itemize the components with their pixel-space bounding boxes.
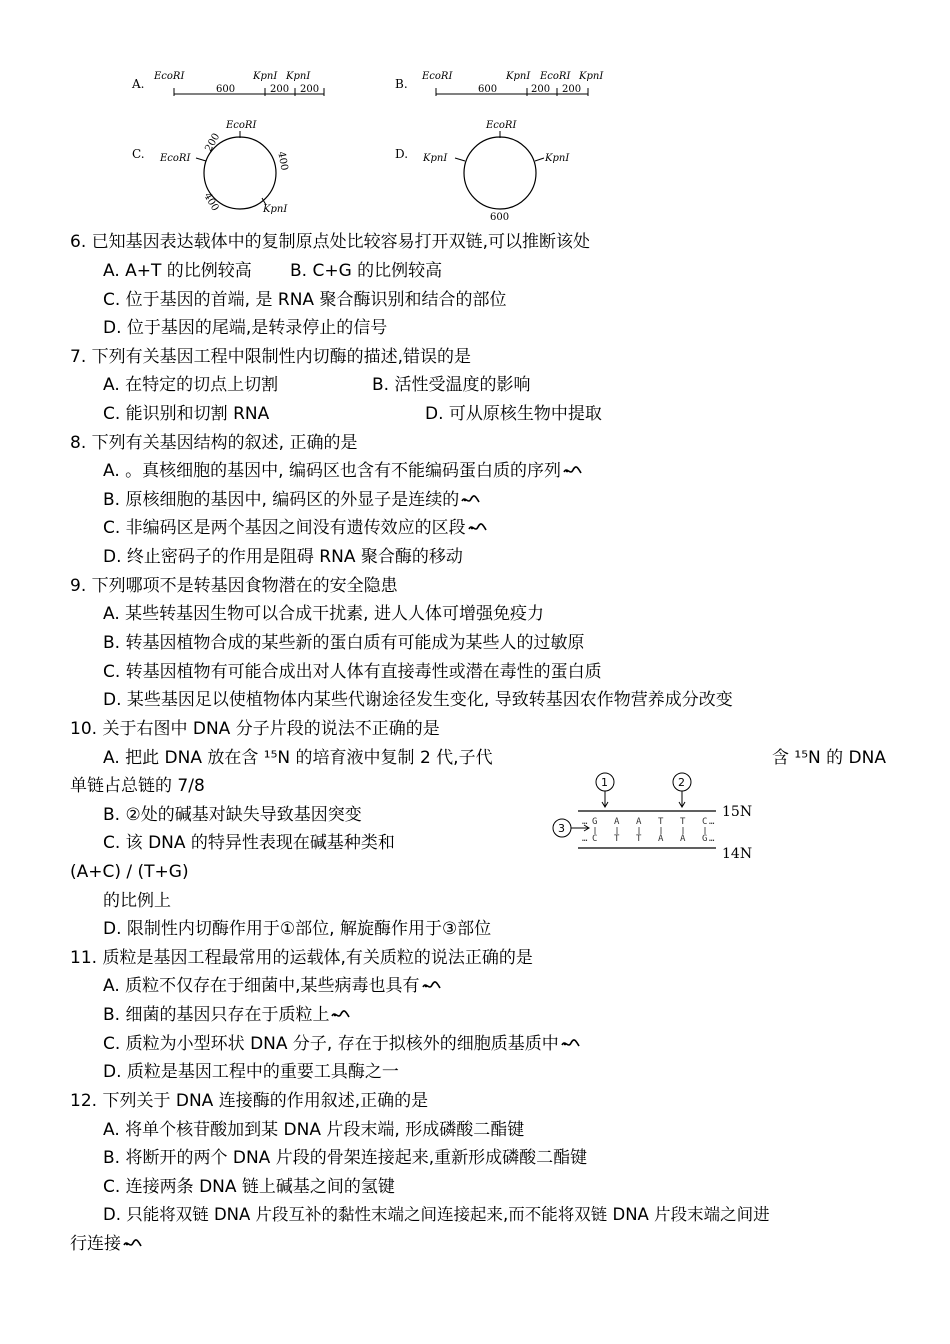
question-12-stem: 12. 下列关于 DNA 连接酶的作用叙述,正确的是 (70, 1091, 429, 1111)
question-10-option-a-cont: 单链占总链的 7/8 (70, 776, 205, 796)
top-base-2: A (614, 817, 620, 827)
question-6-option-b: B. C+G 的比例较高 (290, 261, 443, 281)
question-8-option-c: C. 非编码区是两个基因之间没有遗传效应的区段 (103, 514, 488, 542)
svg-text:…: … (582, 817, 588, 827)
svg-text:…: … (582, 834, 588, 844)
question-10-option-c: C. 该 DNA 的特异性表现在碱基种类和 (103, 833, 395, 853)
marker-3: 3 (558, 822, 565, 835)
question-11-option-b: B. 细菌的基因只存在于质粒上 (103, 1001, 351, 1029)
question-8-option-a: A. 。真核细胞的基因中, 编码区也含有不能编码蛋白质的序列 (103, 457, 583, 485)
map-b-site-1: EcoRI (422, 71, 453, 82)
map-c-site-2: EcoRI (160, 153, 191, 164)
map-a-label: A. (132, 77, 145, 91)
top-base-5: T (680, 817, 686, 827)
question-9-stem: 9. 下列哪项不是转基因食物潜在的安全隐患 (70, 576, 398, 596)
question-6-option-c: C. 位于基因的首端, 是 RNA 聚合酶识别和结合的部位 (103, 290, 507, 310)
bottom-base-5: A (680, 834, 686, 844)
map-b-site-4: KpnI (579, 71, 604, 82)
bottom-base-2: T (614, 834, 620, 844)
question-11-option-d: D. 质粒是基因工程中的重要工具酶之一 (103, 1062, 399, 1082)
map-d-label: D. (395, 147, 409, 161)
question-12-option-b: B. 将断开的两个 DNA 片段的骨架连接起来,重新形成磷酸二酯键 (103, 1148, 588, 1168)
scribble-mark-icon (563, 465, 583, 477)
svg-text:…: … (709, 817, 715, 827)
scribble-mark-icon (123, 1238, 143, 1250)
top-base-4: T (658, 817, 664, 827)
bottom-base-3: T (636, 834, 642, 844)
map-a-site-1: EcoRI (154, 71, 185, 82)
map-d-site-1: EcoRI (486, 120, 517, 131)
scribble-mark-icon (422, 980, 442, 992)
top-base-6: C (702, 817, 708, 827)
map-c-label: C. (132, 147, 145, 161)
top-base-1: G (592, 817, 598, 827)
map-c-seg-3: 400 (201, 191, 221, 214)
question-11-stem: 11. 质粒是基因工程最常用的运载体,有关质粒的说法正确的是 (70, 948, 533, 968)
scribble-mark-icon (468, 522, 488, 534)
map-a-seg-1: 600 (216, 84, 236, 95)
question-7-stem: 7. 下列有关基因工程中限制性内切酶的描述,错误的是 (70, 347, 472, 367)
question-8-option-d: D. 终止密码子的作用是阻碍 RNA 聚合酶的移动 (103, 547, 463, 567)
scribble-mark-icon (561, 1038, 581, 1050)
question-6-option-d: D. 位于基因的尾端,是转录停止的信号 (103, 318, 388, 338)
map-b-seg-3: 200 (562, 84, 582, 95)
map-a-site-2: KpnI (253, 71, 278, 82)
map-a-seg-3: 200 (300, 84, 320, 95)
strand-top-label: 15N (722, 804, 753, 820)
restriction-map-figure (120, 58, 640, 223)
question-7-option-b: B. 活性受温度的影响 (372, 375, 531, 395)
strand-bottom-label: 14N (722, 846, 753, 862)
question-12-option-a: A. 将单个核苷酸加到某 DNA 片段末端, 形成磷酸二酯键 (103, 1120, 525, 1140)
question-7-option-d: D. 可从原核生物中提取 (425, 404, 602, 424)
question-9-option-d: D. 某些基因足以使植物体内某些代谢途径发生变化, 导致转基因农作物营养成分改变 (103, 690, 733, 710)
marker-2: 2 (678, 776, 685, 789)
question-10-stem: 10. 关于右图中 DNA 分子片段的说法不正确的是 (70, 719, 440, 739)
question-8-option-b: B. 原核细胞的基因中, 编码区的外显子是连续的 (103, 486, 481, 514)
question-6-option-a: A. A+T 的比例较高 (103, 261, 252, 281)
question-11-option-a: A. 质粒不仅存在于细菌中,某些病毒也具有 (103, 972, 442, 1000)
svg-text:…: … (709, 834, 715, 844)
map-b-site-3: EcoRI (540, 71, 571, 82)
map-a-seg-2: 200 (270, 84, 290, 95)
scribble-mark-icon (331, 1009, 351, 1021)
marker-1: 1 (601, 776, 608, 789)
map-b-site-2: KpnI (506, 71, 531, 82)
dna-fragment-figure (548, 770, 763, 865)
question-12-option-c: C. 连接两条 DNA 链上碱基之间的氢键 (103, 1177, 395, 1197)
map-c-site-3: KpnI (263, 204, 288, 215)
map-c-seg-1: 200 (203, 131, 223, 154)
question-10-option-d: D. 限制性内切酶作用于①部位, 解旋酶作用于③部位 (103, 919, 492, 939)
question-10-option-c-cont2: 的比例上 (103, 891, 171, 911)
question-10-option-c-cont1: (A+C) / (T+G) (70, 862, 189, 882)
question-8-stem: 8. 下列有关基因结构的叙述, 正确的是 (70, 433, 358, 453)
map-b-label: B. (395, 77, 408, 91)
map-d-site-2: KpnI (423, 153, 448, 164)
top-base-3: A (636, 817, 642, 827)
bottom-base-6: G (702, 834, 708, 844)
map-b-seg-2: 200 (531, 84, 551, 95)
map-c-site-1: EcoRI (226, 120, 257, 131)
question-7-option-c: C. 能识别和切割 RNA (103, 404, 270, 424)
map-d-seg-1: 600 (490, 212, 510, 223)
question-10-option-b: B. ②处的碱基对缺失导致基因突变 (103, 805, 362, 825)
question-12-option-d: D. 只能将双链 DNA 片段互补的黏性末端之间连接起来,而不能将双链 DNA 片段末端之间进 (103, 1205, 770, 1224)
question-10-option-a: A. 把此 DNA 放在含 ¹⁵N 的培育液中复制 2 代,子代 (103, 748, 493, 768)
scribble-mark-icon (461, 494, 481, 506)
question-9-option-a: A. 某些转基因生物可以合成干扰素, 进人人体可增强免疫力 (103, 604, 544, 624)
question-7-option-a: A. 在特定的切点上切割 (103, 375, 279, 395)
question-12-option-d-cont: 行连接 (70, 1230, 143, 1258)
bottom-base-4: A (658, 834, 664, 844)
question-9-option-c: C. 转基因植物有可能合成出对人体有直接毒性或潜在毒性的蛋白质 (103, 662, 602, 682)
map-d-site-3: KpnI (545, 153, 570, 164)
question-9-option-b: B. 转基因植物合成的某些新的蛋白质有可能成为某些人的过敏原 (103, 633, 585, 653)
question-11-option-c: C. 质粒为小型环状 DNA 分子, 存在于拟核外的细胞质基质中 (103, 1030, 581, 1058)
map-c-seg-2: 400 (275, 150, 290, 172)
map-b-seg-1: 600 (478, 84, 498, 95)
map-a-site-3: KpnI (286, 71, 311, 82)
bottom-base-1: C (592, 834, 598, 844)
question-10-option-a-tail: 含 ¹⁵N 的 DNA (772, 748, 886, 768)
question-6-stem: 6. 已知基因表达载体中的复制原点处比较容易打开双链,可以推断该处 (70, 232, 591, 252)
